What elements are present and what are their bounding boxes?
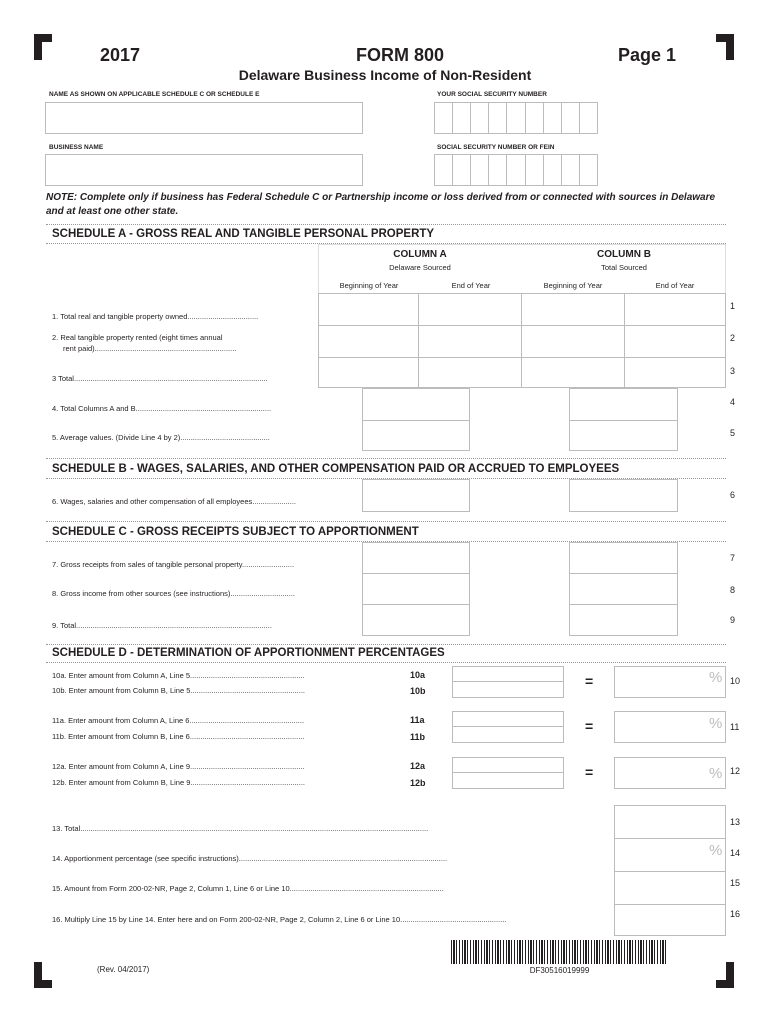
line12b-field[interactable]: [452, 772, 564, 789]
line14-label: 14. Apportionment percentage (see specific instructions)....................................................................................................: [52, 854, 448, 863]
percent-sign: %: [709, 669, 723, 686]
line-number: 2: [730, 333, 736, 343]
line12b-label: 12b. Enter amount from Column B, Line 9.......................................................: [52, 778, 306, 787]
line10b-tag: 10b: [410, 686, 426, 696]
line2-col-b-end[interactable]: [624, 325, 726, 358]
name-field[interactable]: [45, 102, 363, 134]
line-number: 13: [730, 817, 741, 827]
line-number: 12: [730, 766, 741, 776]
line5-col-a[interactable]: [362, 420, 470, 451]
line1-col-b-begin[interactable]: [521, 293, 625, 326]
line-number: 9: [730, 615, 736, 625]
line4-label: 4. Total Columns A and B.................................................................: [52, 404, 272, 413]
line-number: 6: [730, 490, 736, 500]
schedule-c-title: SCHEDULE C - GROSS RECEIPTS SUBJECT TO APPORTIONMENT: [52, 526, 419, 538]
line7-label: 7. Gross receipts from sales of tangible personal property.........................: [52, 560, 295, 569]
line12a-tag: 12a: [410, 761, 426, 771]
line6-label: 6. Wages, salaries and other compensation of all employees.....................: [52, 497, 297, 506]
line9-label: 9. Total..............................................................................................: [52, 621, 272, 630]
line8-col-b[interactable]: [569, 573, 678, 605]
schedule-a-title: SCHEDULE A - GROSS REAL AND TANGIBLE PERSONAL PROPERTY: [52, 228, 435, 240]
line10a-tag: 10a: [410, 670, 426, 680]
line-number: 11: [730, 722, 740, 732]
line1-label: 1. Total real and tangible property owned..................................: [52, 312, 259, 321]
line11a-tag: 11a: [410, 715, 425, 725]
line2-label-cont: rent paid)....................................................................: [63, 344, 237, 353]
line12a-label: 12a. Enter amount from Column A, Line 9.......................................................: [52, 762, 305, 771]
line-number: 4: [730, 397, 736, 407]
col-b-begin-header: Beginning of Year: [543, 281, 603, 290]
line-number: 1: [730, 301, 736, 311]
schedule-b-title: SCHEDULE B - WAGES, SALARIES, AND OTHER COMPENSATION PAID OR ACCRUED TO EMPLOYEES: [52, 463, 620, 475]
line4-col-b[interactable]: [569, 388, 678, 421]
line1-col-b-end[interactable]: [624, 293, 726, 326]
line-number: 14: [730, 848, 741, 858]
line12b-tag: 12b: [410, 778, 426, 788]
registration-mark-bottom-right: [716, 980, 734, 988]
line11b-tag: 11b: [410, 732, 426, 742]
line3-col-a-begin[interactable]: [318, 357, 419, 388]
col-b-end-header: End of Year: [655, 281, 695, 290]
line13-label: 13. Total.......................................................................................................................................................................: [52, 824, 429, 833]
line3-col-b-end[interactable]: [624, 357, 726, 388]
form-title: Delaware Business Income of Non-Resident: [238, 67, 532, 83]
line3-col-a-end[interactable]: [418, 357, 522, 388]
line-number: 7: [730, 553, 736, 563]
line7-col-b[interactable]: [569, 542, 678, 574]
percent-sign: %: [709, 765, 723, 782]
fein-field[interactable]: [434, 154, 598, 186]
barcode: [451, 940, 668, 964]
line6-col-a[interactable]: [362, 479, 470, 512]
line10a-field[interactable]: [452, 666, 564, 682]
line5-col-b[interactable]: [569, 420, 678, 451]
line1-col-a-begin[interactable]: [318, 293, 419, 326]
line7-col-a[interactable]: [362, 542, 470, 574]
line-number: 5: [730, 428, 736, 438]
column-a-subheader: Delaware Sourced: [389, 263, 451, 272]
line8-label: 8. Gross income from other sources (see instructions)...............................: [52, 589, 295, 598]
percent-sign: %: [709, 715, 723, 732]
registration-mark-top-right: [716, 34, 734, 42]
col-a-begin-header: Beginning of Year: [339, 281, 399, 290]
line2-col-a-end[interactable]: [418, 325, 522, 358]
col-a-end-header: End of Year: [451, 281, 491, 290]
tax-year: 2017: [100, 45, 141, 65]
line9-col-a[interactable]: [362, 604, 470, 636]
business-name-label: BUSINESS NAME: [49, 144, 104, 151]
name-label: NAME AS SHOWN ON APPLICABLE SCHEDULE C OR SCHEDULE E: [49, 91, 260, 98]
line15-field[interactable]: [614, 871, 726, 905]
line-number: 16: [730, 909, 741, 919]
line2-col-b-begin[interactable]: [521, 325, 625, 358]
fein-label: SOCIAL SECURITY NUMBER OR FEIN: [437, 144, 555, 151]
equals-sign: =: [585, 718, 594, 734]
ssn-field[interactable]: [434, 102, 598, 134]
form-number: FORM 800: [356, 45, 445, 65]
schedule-d-title: SCHEDULE D - DETERMINATION OF APPORTIONMENT PERCENTAGES: [52, 647, 445, 659]
line12a-field[interactable]: [452, 757, 564, 773]
line1-col-a-end[interactable]: [418, 293, 522, 326]
column-b-header: COLUMN B: [597, 249, 651, 260]
line3-label: 3 Total.............................................................................................: [52, 374, 268, 383]
line10a-label: 10a. Enter amount from Column A, Line 5.......................................................: [52, 671, 305, 680]
percent-sign: %: [709, 842, 723, 859]
line2-label: 2. Real tangible property rented (eight times annual: [52, 333, 223, 342]
barcode-text: DF30516019999: [529, 966, 590, 975]
ssn-label: YOUR SOCIAL SECURITY NUMBER: [437, 91, 547, 98]
line9-col-b[interactable]: [569, 604, 678, 636]
registration-mark-top-left: [34, 34, 52, 42]
line16-field[interactable]: [614, 904, 726, 936]
line11b-label: 11b. Enter amount from Column B, Line 6.......................................................: [52, 732, 305, 741]
line2-col-a-begin[interactable]: [318, 325, 419, 358]
line13-field[interactable]: [614, 805, 726, 839]
line11a-label: 11a. Enter amount from Column A, Line 6.......................................................: [52, 716, 305, 725]
line6-col-b[interactable]: [569, 479, 678, 512]
equals-sign: =: [585, 673, 594, 689]
line5-label: 5. Average values. (Divide Line 4 by 2)...........................................: [52, 433, 270, 442]
line4-col-a[interactable]: [362, 388, 470, 421]
line10b-label: 10b. Enter amount from Column B, Line 5.......................................................: [52, 686, 306, 695]
line-number: 15: [730, 878, 741, 888]
equals-sign: =: [585, 764, 594, 780]
line8-col-a[interactable]: [362, 573, 470, 605]
registration-mark-bottom-left: [34, 980, 52, 988]
line16-label: 16. Multiply Line 15 by Line 14. Enter here and on Form 200-02-NR, Page 2, Column 2, Line 6 or Line 10...................................................: [52, 915, 507, 924]
revision-date: (Rev. 04/2017): [97, 965, 150, 974]
line15-label: 15. Amount from Form 200-02-NR, Page 2, Column 1, Line 6 or Line 10..........................................................................: [52, 884, 444, 893]
column-b-subheader: Total Sourced: [601, 263, 647, 272]
column-a-header: COLUMN A: [393, 249, 447, 260]
line11b-field[interactable]: [452, 726, 564, 743]
line3-col-b-begin[interactable]: [521, 357, 625, 388]
business-name-field[interactable]: [45, 154, 363, 186]
line-number: 8: [730, 585, 736, 595]
instructions-note: NOTE: Complete only if business has Federal Schedule C or Partnership income or loss derived from or connected with sources in Delaware and at least one other state.: [46, 192, 716, 217]
line-number: 10: [730, 676, 741, 686]
line11a-field[interactable]: [452, 711, 564, 727]
line10b-field[interactable]: [452, 681, 564, 698]
page-number: Page 1: [618, 45, 677, 65]
line-number: 3: [730, 366, 736, 376]
